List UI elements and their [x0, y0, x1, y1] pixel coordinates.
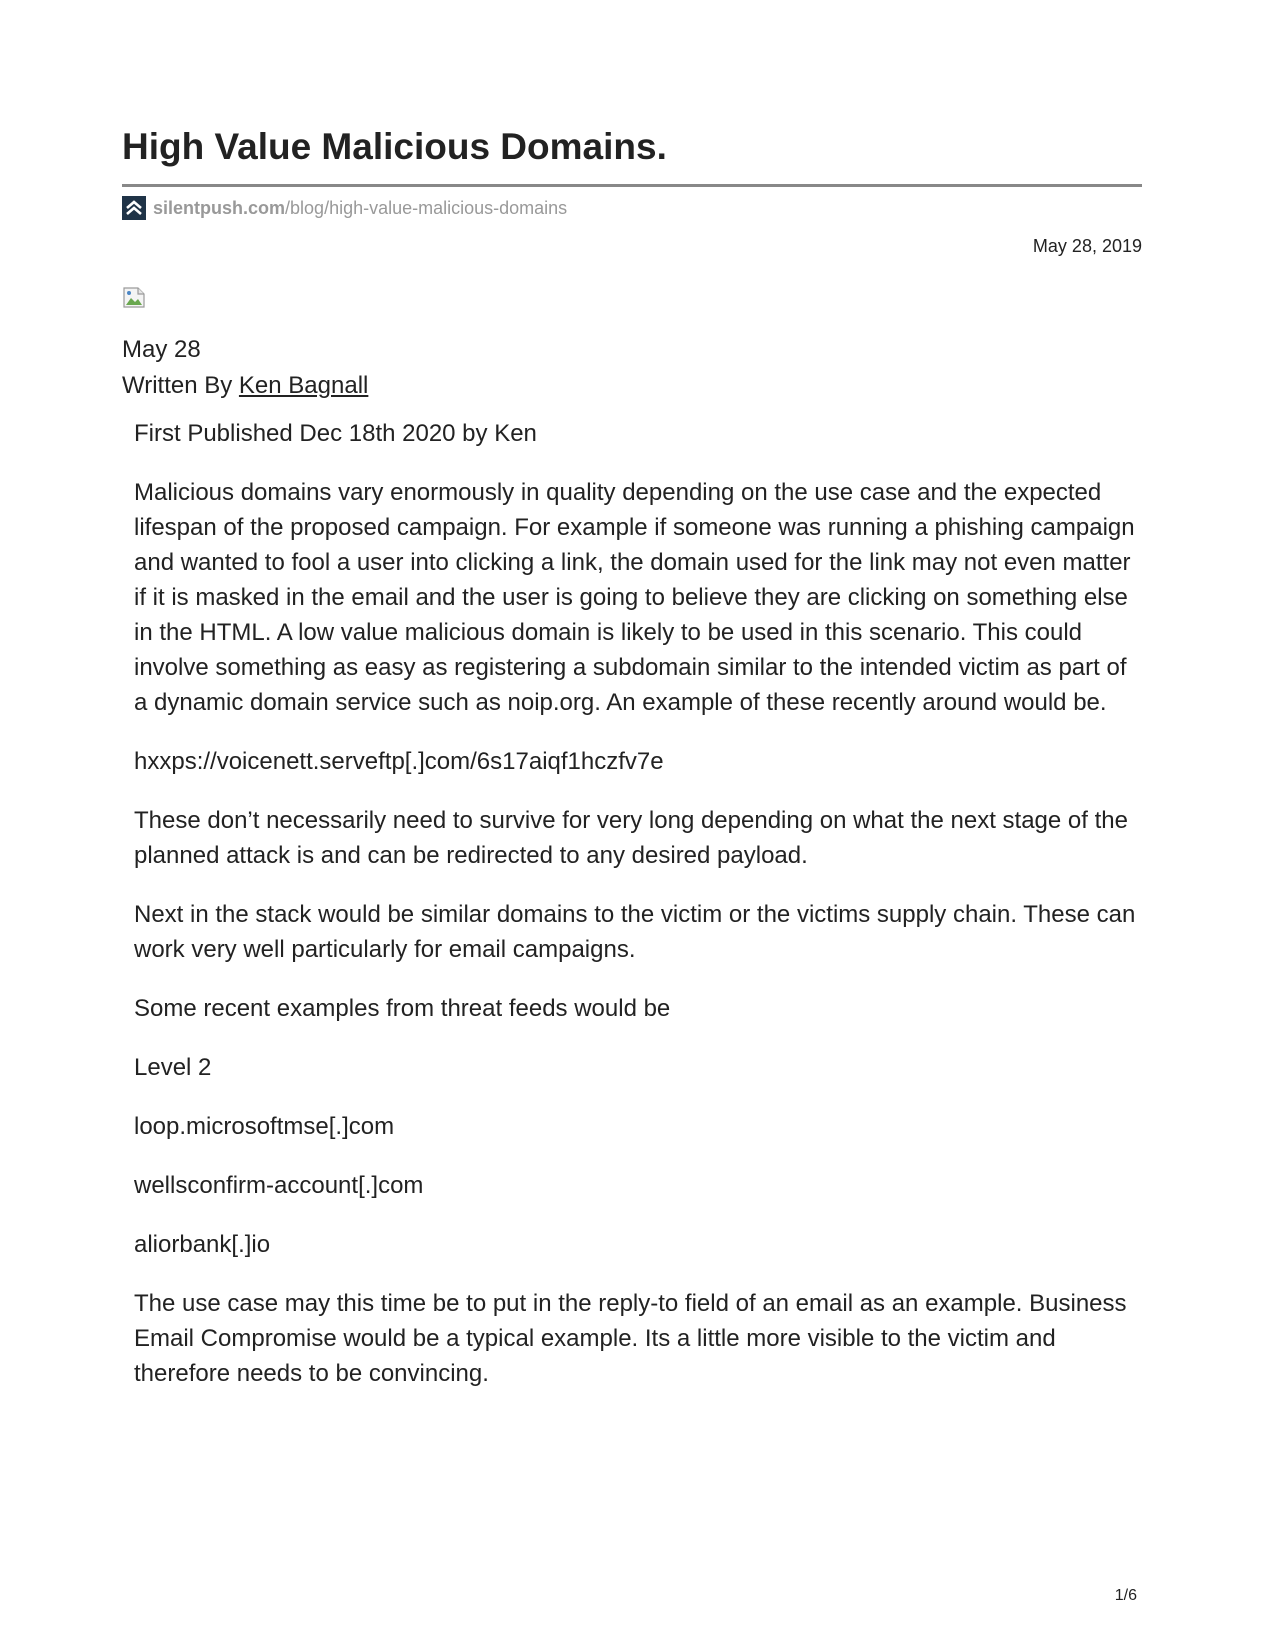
title-divider — [122, 184, 1142, 187]
broken-image-icon — [122, 285, 146, 309]
article-body — [134, 416, 1144, 1415]
paragraph: These don’t necessarily need to survive for very long depending on what the next stage of the planned attack is and can be redirected to any desired payload. — [134, 807, 1128, 869]
paragraph: The use case may this time be to put in the reply-to field of an email as an example. Business Email Compromise would be a typical example. Its a little more visible to the victim and therefore needs to be convincing. — [134, 1290, 1127, 1387]
silentpush-logo-icon — [122, 196, 146, 220]
author-line — [122, 372, 368, 400]
post-date: May 28 — [122, 336, 201, 363]
paragraph: First Published Dec 18th 2020 by Ken — [134, 420, 537, 447]
paragraph: wellsconfirm-account[.]com — [134, 1172, 424, 1199]
paragraph: hxxps://voicenett.serveftp[.]com/6s17aiqf1hczfv7e — [134, 748, 664, 775]
author-link[interactable]: Ken Bagnall — [238, 372, 369, 399]
paragraph: Some recent examples from threat feeds would be — [134, 995, 671, 1022]
source-domain: silentpush.com — [153, 197, 286, 218]
source-url[interactable] — [122, 195, 567, 221]
paragraph: Malicious domains vary enormously in quality depending on the use case and the expected lifespan of the proposed campaign. For example if someone was running a phishing campaign and wanted to fool a user into clicking a link, the domain used for the link may not even matter if it is masked in the email and the user is going to believe they are clicking on something else in the HTML. A low value malicious domain is likely to be used in this scenario. This could involve something as easy as registering a subdomain similar to the intended victim as part of a dynamic domain service such as noip.org. An example of these recently around would be. — [134, 479, 1135, 716]
page-number: 1/6 — [1114, 1587, 1137, 1604]
publish-date: May 28, 2019 — [1032, 236, 1142, 256]
article-title: High Value Malicious Domains. — [122, 126, 667, 167]
paragraph: Level 2 — [134, 1054, 212, 1081]
paragraph: Next in the stack would be similar domains to the victim or the victims supply chain. These can work very well particularly for email campaigns. — [134, 901, 1136, 963]
paragraph: aliorbank[.]io — [134, 1231, 271, 1258]
written-by-label: Written By — [122, 372, 233, 399]
paragraph: loop.microsoftmse[.]com — [134, 1113, 395, 1140]
source-path: /blog/high-value-malicious-domains — [285, 197, 568, 218]
